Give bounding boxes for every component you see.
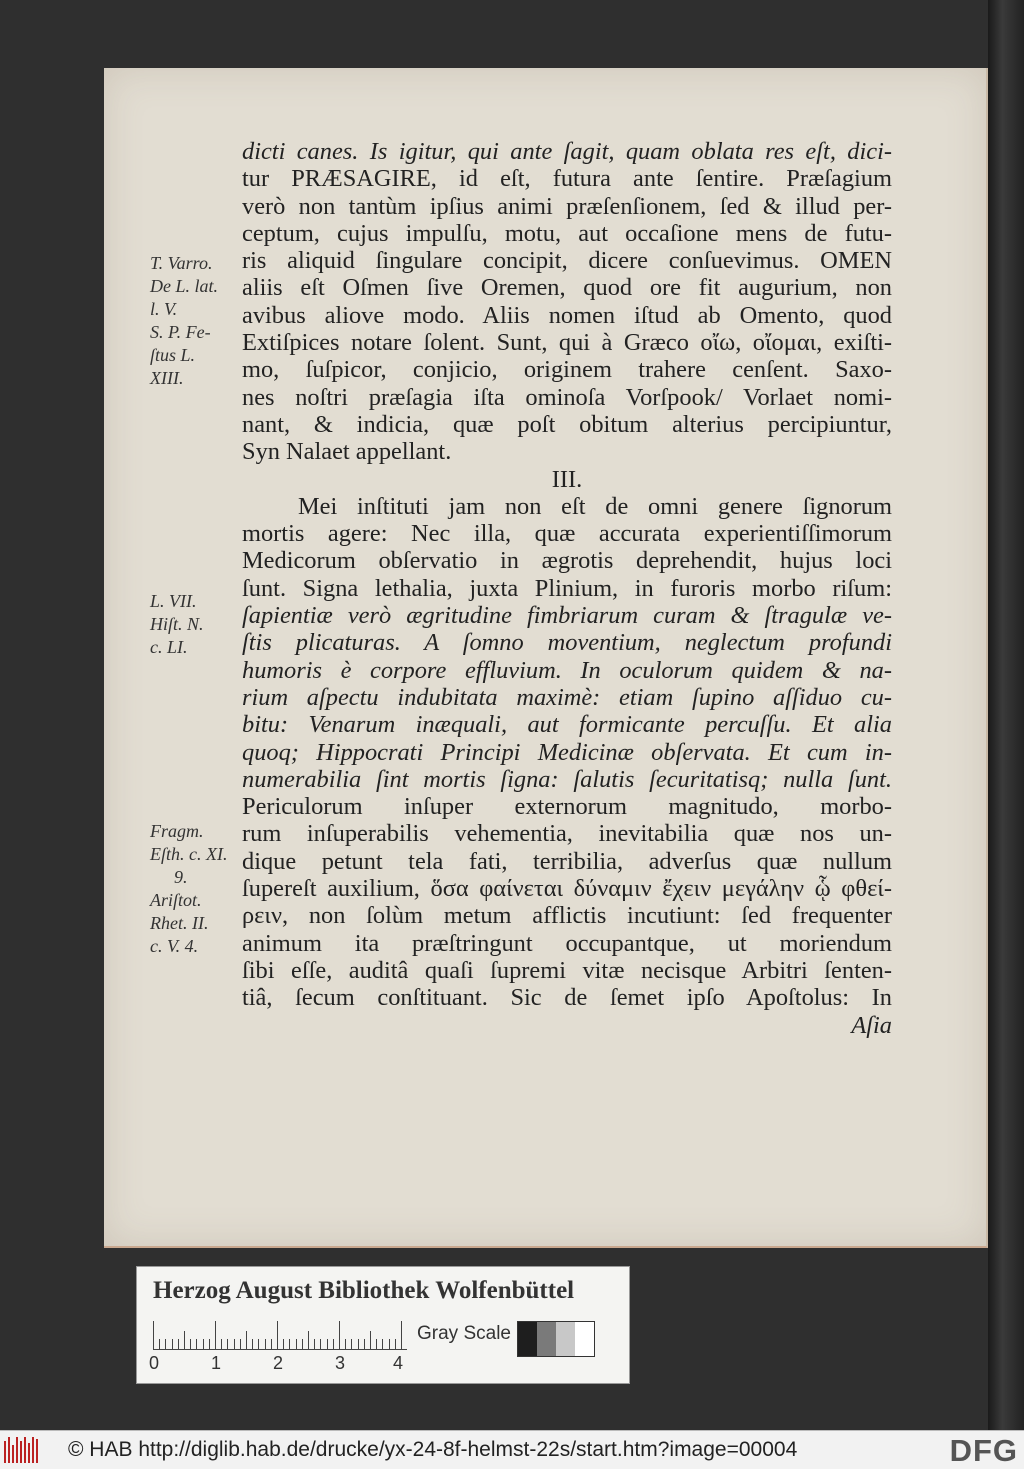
- grayscale-swatches: [517, 1321, 595, 1357]
- color-ruler-card: [136, 1266, 630, 1384]
- grayscale-swatch: [518, 1322, 537, 1356]
- text-line: ρειν, non ſolùm metum afflictis incutiunt: ſed frequenter: [242, 902, 892, 930]
- margin-note: Hiſt. N.: [150, 614, 204, 634]
- text-line: bitu: Venarum inæquali, aut formicante percuſſu. Et alia: [242, 711, 892, 739]
- ruler-tick: [351, 1339, 352, 1349]
- margin-note: Ariſtot.: [150, 890, 202, 910]
- library-name: Herzog August Bibliothek Wolfenbüttel: [153, 1277, 575, 1304]
- catchword: Aſia: [851, 1011, 892, 1039]
- ruler-number: 0: [149, 1353, 160, 1373]
- text-line: rum inſuperabilis vehementia, inevitabilia quæ nos un-: [242, 820, 892, 848]
- book-spine: [988, 0, 1024, 1430]
- margin-note: XIII.: [150, 368, 184, 388]
- text-line: Mei inſtituti jam non eſt de omni genere ſignorum: [298, 492, 892, 520]
- logo-bar: [20, 1441, 22, 1463]
- text-line: ſapientiæ verò ægritudine fimbriarum curam & ſtragulæ ve-: [242, 602, 892, 630]
- logo-bar: [4, 1441, 6, 1463]
- text-line: dique petunt tela fati, terribilia, adverſus quæ nullum: [242, 847, 892, 875]
- ruler-tick: [339, 1321, 340, 1349]
- logo-bar: [16, 1437, 18, 1463]
- text-line: ſtis plicaturas. A ſomno moventium, neglectum profundi: [242, 629, 892, 657]
- margin-note: Fragm.: [150, 821, 204, 841]
- text-line: Medicorum obſervatio in ægrotis deprehendit, hujus loci: [242, 547, 892, 575]
- ruler-tick: [221, 1339, 222, 1349]
- ruler-tick: [209, 1339, 210, 1349]
- margin-notes-aristotle: [150, 820, 240, 958]
- logo-bar: [36, 1439, 38, 1463]
- text-line: aliis eſt Oſmen ſive Oremen, quod ore fit augurium, non: [242, 274, 892, 302]
- text-line: ris aliquid ſingulare concipit, dicere conſuevimus. OMEN: [242, 247, 892, 275]
- ruler-tick: [389, 1339, 390, 1349]
- ruler-tick: [184, 1331, 185, 1349]
- ruler-tick: [358, 1339, 359, 1349]
- ruler-tick: [159, 1339, 160, 1349]
- margin-notes-varro: [150, 252, 240, 390]
- text-line: ſunt. Signa lethalia, juxta Plinium, in furoris morbo riſum:: [242, 574, 892, 602]
- logo-bar: [32, 1437, 34, 1463]
- text-line: numerabilia ſint mortis ſigna: ſalutis ſecuritatisq; nulla ſunt.: [242, 765, 892, 793]
- text-line: animum ita præſtringunt occupantque, ut moriendum: [242, 929, 892, 957]
- grayscale-swatch: [556, 1322, 575, 1356]
- ruler-tick: [308, 1331, 309, 1349]
- text-line: mo, ſuſpicor, conjicio, originem trahere cenſent. Saxo-: [242, 356, 892, 384]
- ruler-tick: [364, 1339, 365, 1349]
- hab-logo-icon: [4, 1437, 44, 1463]
- text-line: tur PRÆSAGIRE, id eſt, futura ante ſentire. Præſagium: [242, 165, 892, 193]
- ruler-tick: [246, 1331, 247, 1349]
- ruler-tick: [203, 1339, 204, 1349]
- ruler-tick: [258, 1339, 259, 1349]
- margin-note: ſtus L.: [150, 345, 196, 365]
- text-line: nes noſtri præſagia iſta ominoſa Vorſpook/ Vorlaet nomi-: [242, 383, 892, 411]
- margin-note: l. V.: [150, 299, 178, 319]
- ruler-tick: [296, 1339, 297, 1349]
- margin-note: S. P. Fe-: [150, 322, 211, 342]
- text-line: Syn Nalaet appellant.: [242, 438, 452, 466]
- text-line: dicti canes. Is igitur, qui ante ſagit, quam oblata res eſt, dici-: [242, 138, 892, 165]
- footer-bar: [0, 1430, 1024, 1469]
- section-heading: III.: [551, 465, 583, 493]
- logo-bar: [28, 1443, 30, 1463]
- grayscale-swatch: [575, 1322, 594, 1356]
- grayscale-swatch: [537, 1322, 556, 1356]
- ruler-tick: [395, 1339, 396, 1349]
- text-line: quoq; Hippocrati Principi Medicinæ obſervata. Et cum in-: [242, 738, 892, 766]
- text-line: Periculorum inſuper externorum magnitudo, morbo-: [242, 793, 892, 821]
- ruler-tick: [172, 1339, 173, 1349]
- ruler-number: 1: [211, 1353, 222, 1373]
- margin-note: L. VII.: [150, 591, 197, 611]
- ruler-tick: [376, 1339, 377, 1349]
- ruler-tick: [370, 1331, 371, 1349]
- dfg-logo: DFG: [949, 1433, 1018, 1468]
- ruler-tick: [240, 1339, 241, 1349]
- ruler-scale: [153, 1319, 407, 1350]
- ruler-tick: [196, 1339, 197, 1349]
- margin-note: Rhet. II.: [150, 913, 209, 933]
- ruler-number: 2: [273, 1353, 284, 1373]
- ruler-tick: [302, 1339, 303, 1349]
- ruler-tick: [153, 1321, 154, 1349]
- text-line: Extiſpices notare ſolent. Sunt, qui à Græco οἴω, οἴομαι, exiſti-: [242, 329, 892, 357]
- text-line: humoris è corpore effluvium. In oculorum quidem & na-: [242, 656, 892, 684]
- margin-note: 9.: [174, 867, 188, 887]
- text-line: avibus aliove modo. Aliis nomen iſtud ab Omento, quod: [242, 301, 892, 329]
- ruler-tick: [320, 1339, 321, 1349]
- ruler-number: 3: [335, 1353, 346, 1373]
- ruler-tick: [277, 1321, 278, 1349]
- logo-bar: [24, 1437, 26, 1463]
- ruler-tick: [190, 1339, 191, 1349]
- margin-notes-plinius: [150, 590, 240, 659]
- body-text: [242, 138, 892, 1039]
- text-line: nant, & indicia, quæ poſt obitum alterius percipiuntur,: [242, 410, 892, 438]
- text-line: verò non tantùm ipſius animi præſenſionem, ſed & illud per-: [242, 192, 892, 220]
- margin-note: Eſth. c. XI.: [150, 844, 228, 864]
- ruler-tick: [333, 1339, 334, 1349]
- text-line: mortis agere: Nec illa, quæ accurata experientiſſimorum: [242, 520, 892, 548]
- margin-note: c. LI.: [150, 637, 188, 657]
- logo-bar: [8, 1437, 10, 1463]
- text-line: ſibi eſſe, auditâ quaſi ſupremi vitæ necisque Arbitri ſenten-: [242, 956, 892, 984]
- text-line: rium aſpectu indubitata maximè: etiam ſupino aſſiduo cu-: [242, 683, 892, 711]
- ruler-tick: [165, 1339, 166, 1349]
- margin-note: De L. lat.: [150, 276, 219, 296]
- ruler-number: 4: [393, 1353, 404, 1373]
- footer-url-text: © HAB http://diglib.hab.de/drucke/yx-24-8f-helmst-22s/start.htm?image=00004: [68, 1438, 798, 1461]
- ruler-tick: [271, 1339, 272, 1349]
- book-page: [104, 68, 988, 1248]
- ruler-tick: [283, 1339, 284, 1349]
- ruler-tick: [289, 1339, 290, 1349]
- grayscale-label: Gray Scale: [417, 1323, 511, 1344]
- logo-bar: [12, 1445, 14, 1463]
- ruler-tick: [252, 1339, 253, 1349]
- ruler-tick: [327, 1339, 328, 1349]
- ruler-tick: [227, 1339, 228, 1349]
- margin-note: c. V. 4.: [150, 936, 199, 956]
- text-line: ſupereſt auxilium, ὅσα φαίνεται δύναμιν ἔχειν μεγάλην ᾧ φθεί-: [242, 875, 892, 903]
- margin-note: T. Varro.: [150, 253, 213, 273]
- ruler-tick: [265, 1339, 266, 1349]
- ruler-tick: [382, 1339, 383, 1349]
- ruler-tick: [234, 1339, 235, 1349]
- ruler-tick: [178, 1339, 179, 1349]
- ruler-tick: [314, 1339, 315, 1349]
- text-line: tiâ, ſecum conſtituant. Sic de ſemet ipſo Apoſtolus: In: [242, 984, 892, 1012]
- text-line: ceptum, cujus impulſu, motu, aut occaſione mens de futu-: [242, 219, 892, 247]
- ruler-tick: [401, 1321, 402, 1349]
- ruler-tick: [215, 1321, 216, 1349]
- ruler-tick: [345, 1339, 346, 1349]
